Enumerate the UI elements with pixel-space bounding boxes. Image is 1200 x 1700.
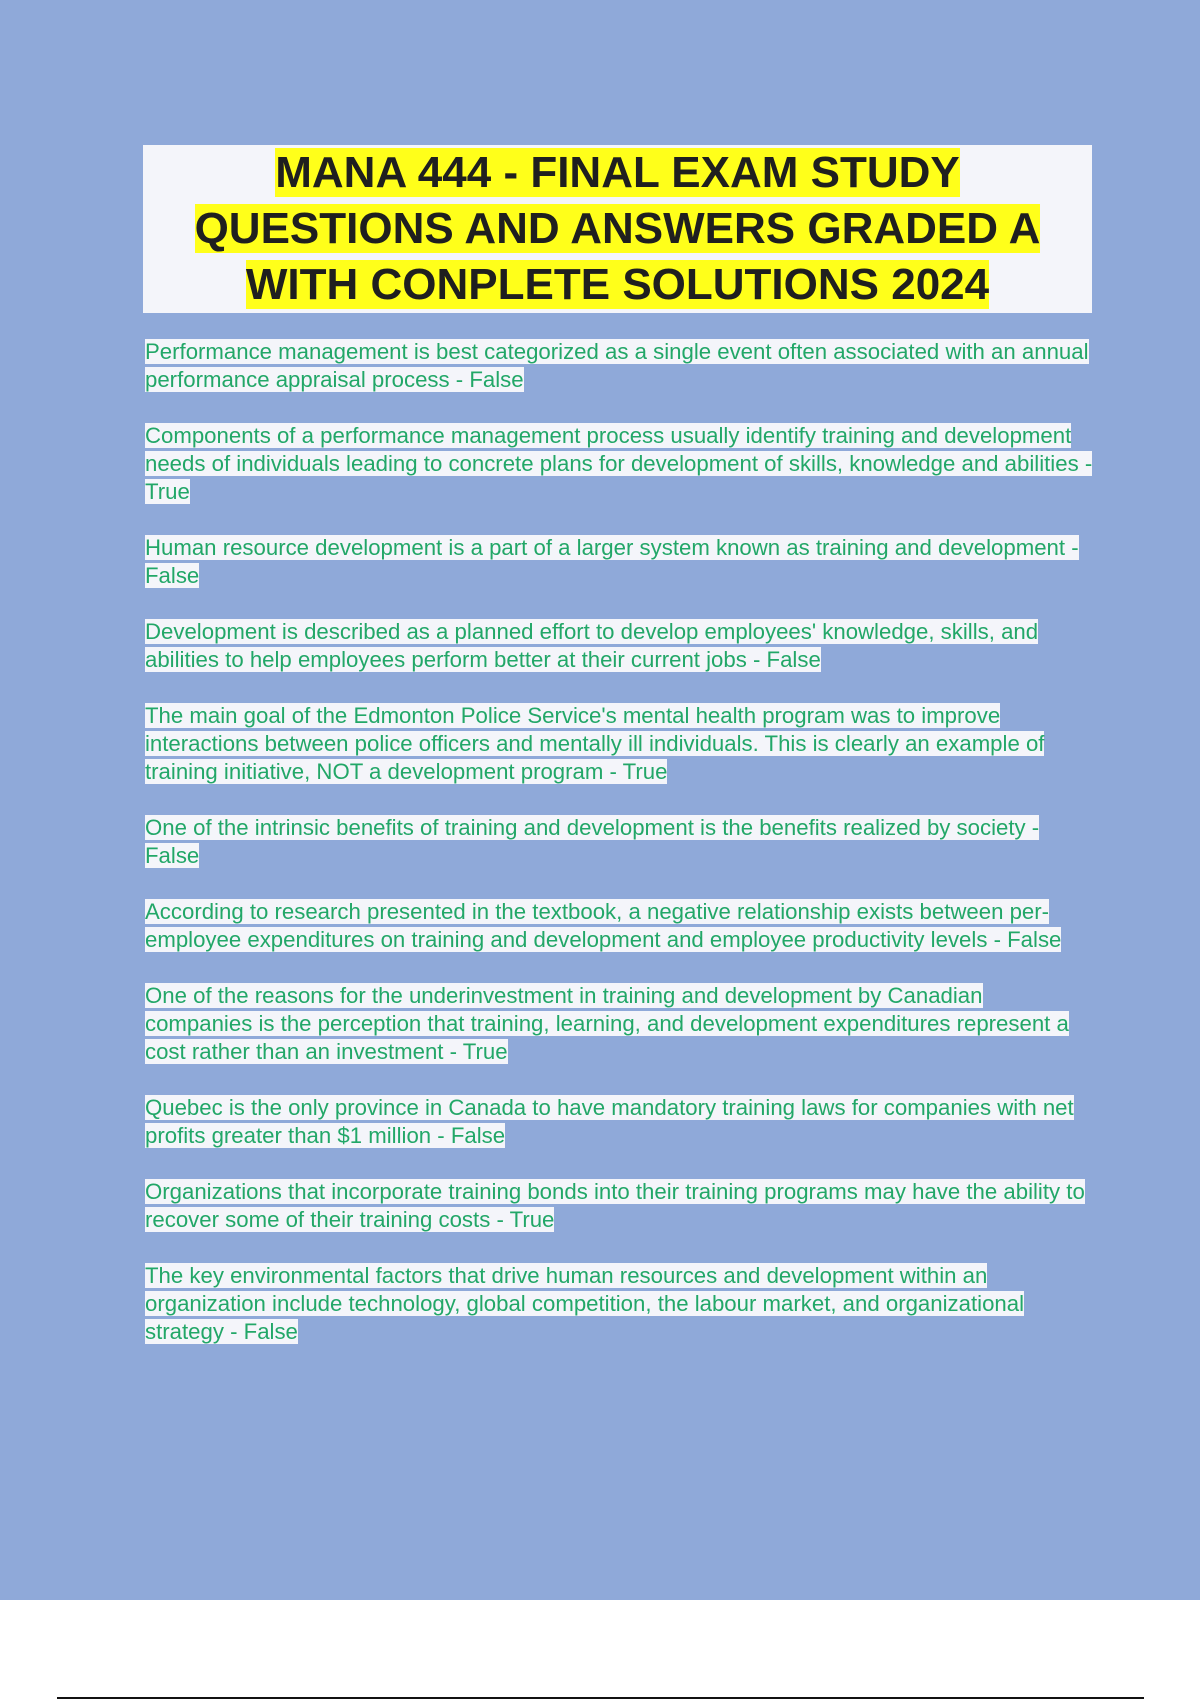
qa-item-text: The main goal of the Edmonton Police Service's mental health program was to improve interactions between police officers and mentally ill individuals. This is clearly an example of training initiative, NOT a development program - True (145, 703, 1045, 784)
qa-item-text: One of the reasons for the underinvestment in training and development by Canadian companies is the perception that training, learning, and development expenditures represent a cost rather than an investment - True (145, 983, 1069, 1064)
qa-item-text: Organizations that incorporate training bonds into their training programs may have the ability to recover some of their training costs - True (145, 1179, 1085, 1232)
qa-item (145, 534, 1095, 590)
qa-item (145, 422, 1095, 506)
qa-item (145, 814, 1095, 870)
qa-item (145, 702, 1095, 786)
qa-item (145, 618, 1095, 674)
qa-item (145, 982, 1095, 1066)
qa-item-text: Components of a performance management process usually identify training and development needs of individuals leading to concrete plans for development of skills, knowledge and abilities - True (145, 423, 1093, 504)
qa-item (145, 1094, 1095, 1150)
qa-item (145, 338, 1095, 394)
qa-item (145, 1262, 1095, 1346)
qa-item (145, 898, 1095, 954)
qa-item-text: One of the intrinsic benefits of training and development is the benefits realized by society - False (145, 815, 1040, 868)
qa-list (145, 338, 1095, 1374)
qa-item-text: According to research presented in the textbook, a negative relationship exists between per-employee expenditures on training and development and employee productivity levels - False (145, 899, 1062, 952)
qa-item-text: The key environmental factors that drive human resources and development within an organization include technology, global competition, the labour market, and organizational strategy - False (145, 1263, 1025, 1344)
footer-divider (57, 1697, 1144, 1699)
document-title (153, 145, 1083, 313)
qa-item-text: Quebec is the only province in Canada to have mandatory training laws for companies with net profits greater than $1 million - False (145, 1095, 1074, 1148)
qa-item-text: Human resource development is a part of a larger system known as training and development - False (145, 535, 1079, 588)
qa-item-text: Development is described as a planned effort to develop employees' knowledge, skills, and abilities to help employees perform better at their current jobs - False (145, 619, 1039, 672)
document-title-text: MANA 444 - FINAL EXAM STUDY QUESTIONS AND ANSWERS GRADED A WITH CONPLETE SOLUTIONS 2024 (194, 148, 1041, 309)
qa-item (145, 1178, 1095, 1234)
title-box (143, 145, 1092, 313)
qa-item-text: Performance management is best categorized as a single event often associated with an annual performance appraisal process - False (145, 339, 1089, 392)
